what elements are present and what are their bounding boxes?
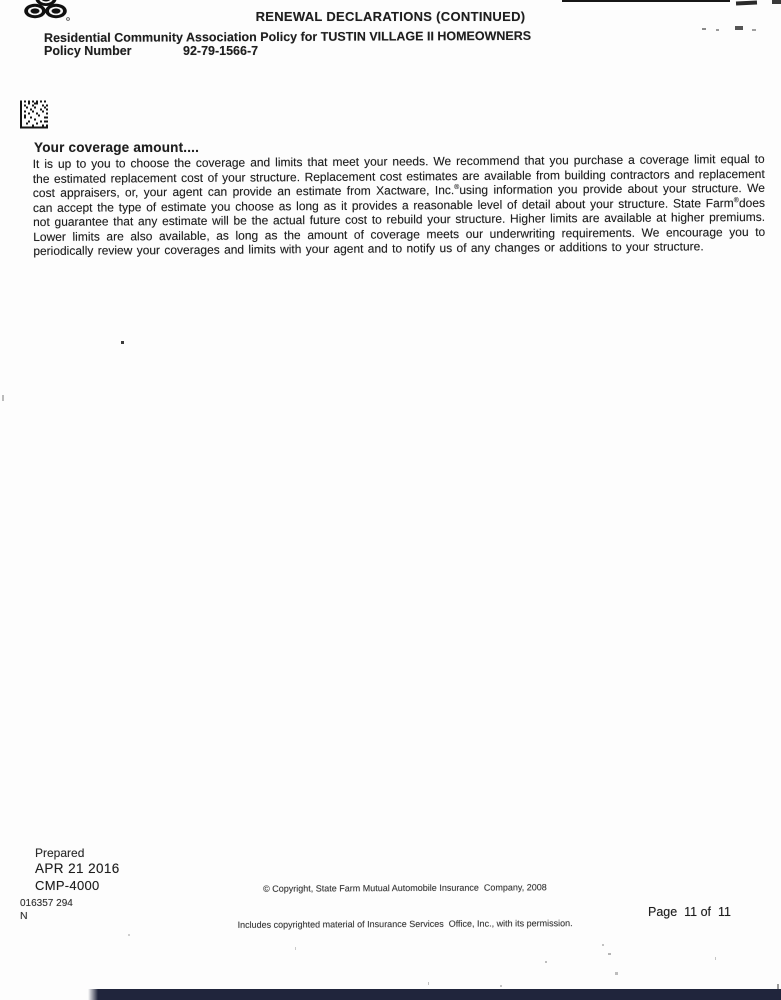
scan-speck bbox=[752, 29, 756, 31]
scan-artifact-bottom-bar bbox=[88, 989, 781, 1000]
copyright-notice bbox=[150, 862, 660, 951]
policy-description: Residential Community Association Policy for TUSTIN VILLAGE II HOMEOWNERS bbox=[44, 28, 532, 45]
scan-artifact-corner-mark bbox=[772, 0, 781, 4]
scan-speck bbox=[602, 944, 604, 946]
batch-number: 016357 294 bbox=[20, 898, 73, 909]
section-heading: Your coverage amount.... bbox=[34, 140, 200, 155]
scan-speck bbox=[716, 29, 719, 31]
scan-speck bbox=[295, 947, 296, 950]
paragraph-text: using information you provide about your structure. We can accept the type of estimate you choose as long as it provides a reasonable level of detail about your structure. State Farm bbox=[32, 180, 765, 215]
paragraph-text: does not guarantee that any estimate will be the actual future cost to rebuild your structure. Higher limits are available at higher premiums. Lower limits are also available, as long as the amount of coverage meets our underwriting requirements. We encourage you to periodically review your coverages and limits with your agent and to notify us of any changes or additions to your structure. bbox=[33, 195, 766, 258]
scan-speck bbox=[121, 341, 124, 344]
registered-trademark-icon: ® bbox=[454, 184, 460, 192]
scan-speck bbox=[2, 395, 4, 401]
scan-artifact-top-line bbox=[562, 0, 730, 2]
prepared-date: APR 21 2016 bbox=[35, 861, 120, 876]
scan-speck bbox=[702, 28, 706, 30]
scan-artifact-top-dash bbox=[736, 0, 757, 5]
scan-speck bbox=[735, 26, 743, 30]
scan-speck bbox=[615, 972, 618, 975]
scan-speck bbox=[500, 985, 502, 987]
scan-speck bbox=[428, 982, 429, 985]
document-title: RENEWAL DECLARATIONS (CONTINUED) bbox=[255, 9, 526, 24]
policy-number-value: 92-79-1566-7 bbox=[183, 44, 259, 58]
batch-letter: N bbox=[20, 910, 28, 922]
scan-speck bbox=[128, 934, 130, 936]
scan-speck bbox=[715, 957, 716, 960]
copyright-line-1: © Copyright, State Farm Mutual Automobile Insurance Company, 2008 bbox=[263, 882, 547, 894]
coverage-paragraph bbox=[33, 152, 766, 259]
page-indicator: Page 11 of 11 bbox=[648, 905, 731, 919]
copyright-line-2: Includes copyrighted material of Insurance Services Office, Inc., with its permission. bbox=[237, 918, 573, 930]
form-code: CMP-4000 bbox=[35, 878, 100, 893]
scan-speck bbox=[545, 961, 547, 963]
registered-trademark-icon: ® bbox=[733, 196, 739, 204]
scan-speck bbox=[608, 953, 611, 955]
policy-number-label: Policy Number bbox=[44, 44, 132, 58]
data-matrix-barcode-icon bbox=[20, 100, 48, 129]
prepared-label: Prepared bbox=[35, 846, 85, 860]
paragraph-text: It is up to you to choose the coverage and limits that meet your needs. We recommend that you purchase a coverage limit equal to the estimated replacement cost of your structure. Replacement cost estimates are available from building contractors and replacement cost appraisers, or, your agent can provide an estimate from Xactware, Inc. bbox=[32, 151, 765, 201]
